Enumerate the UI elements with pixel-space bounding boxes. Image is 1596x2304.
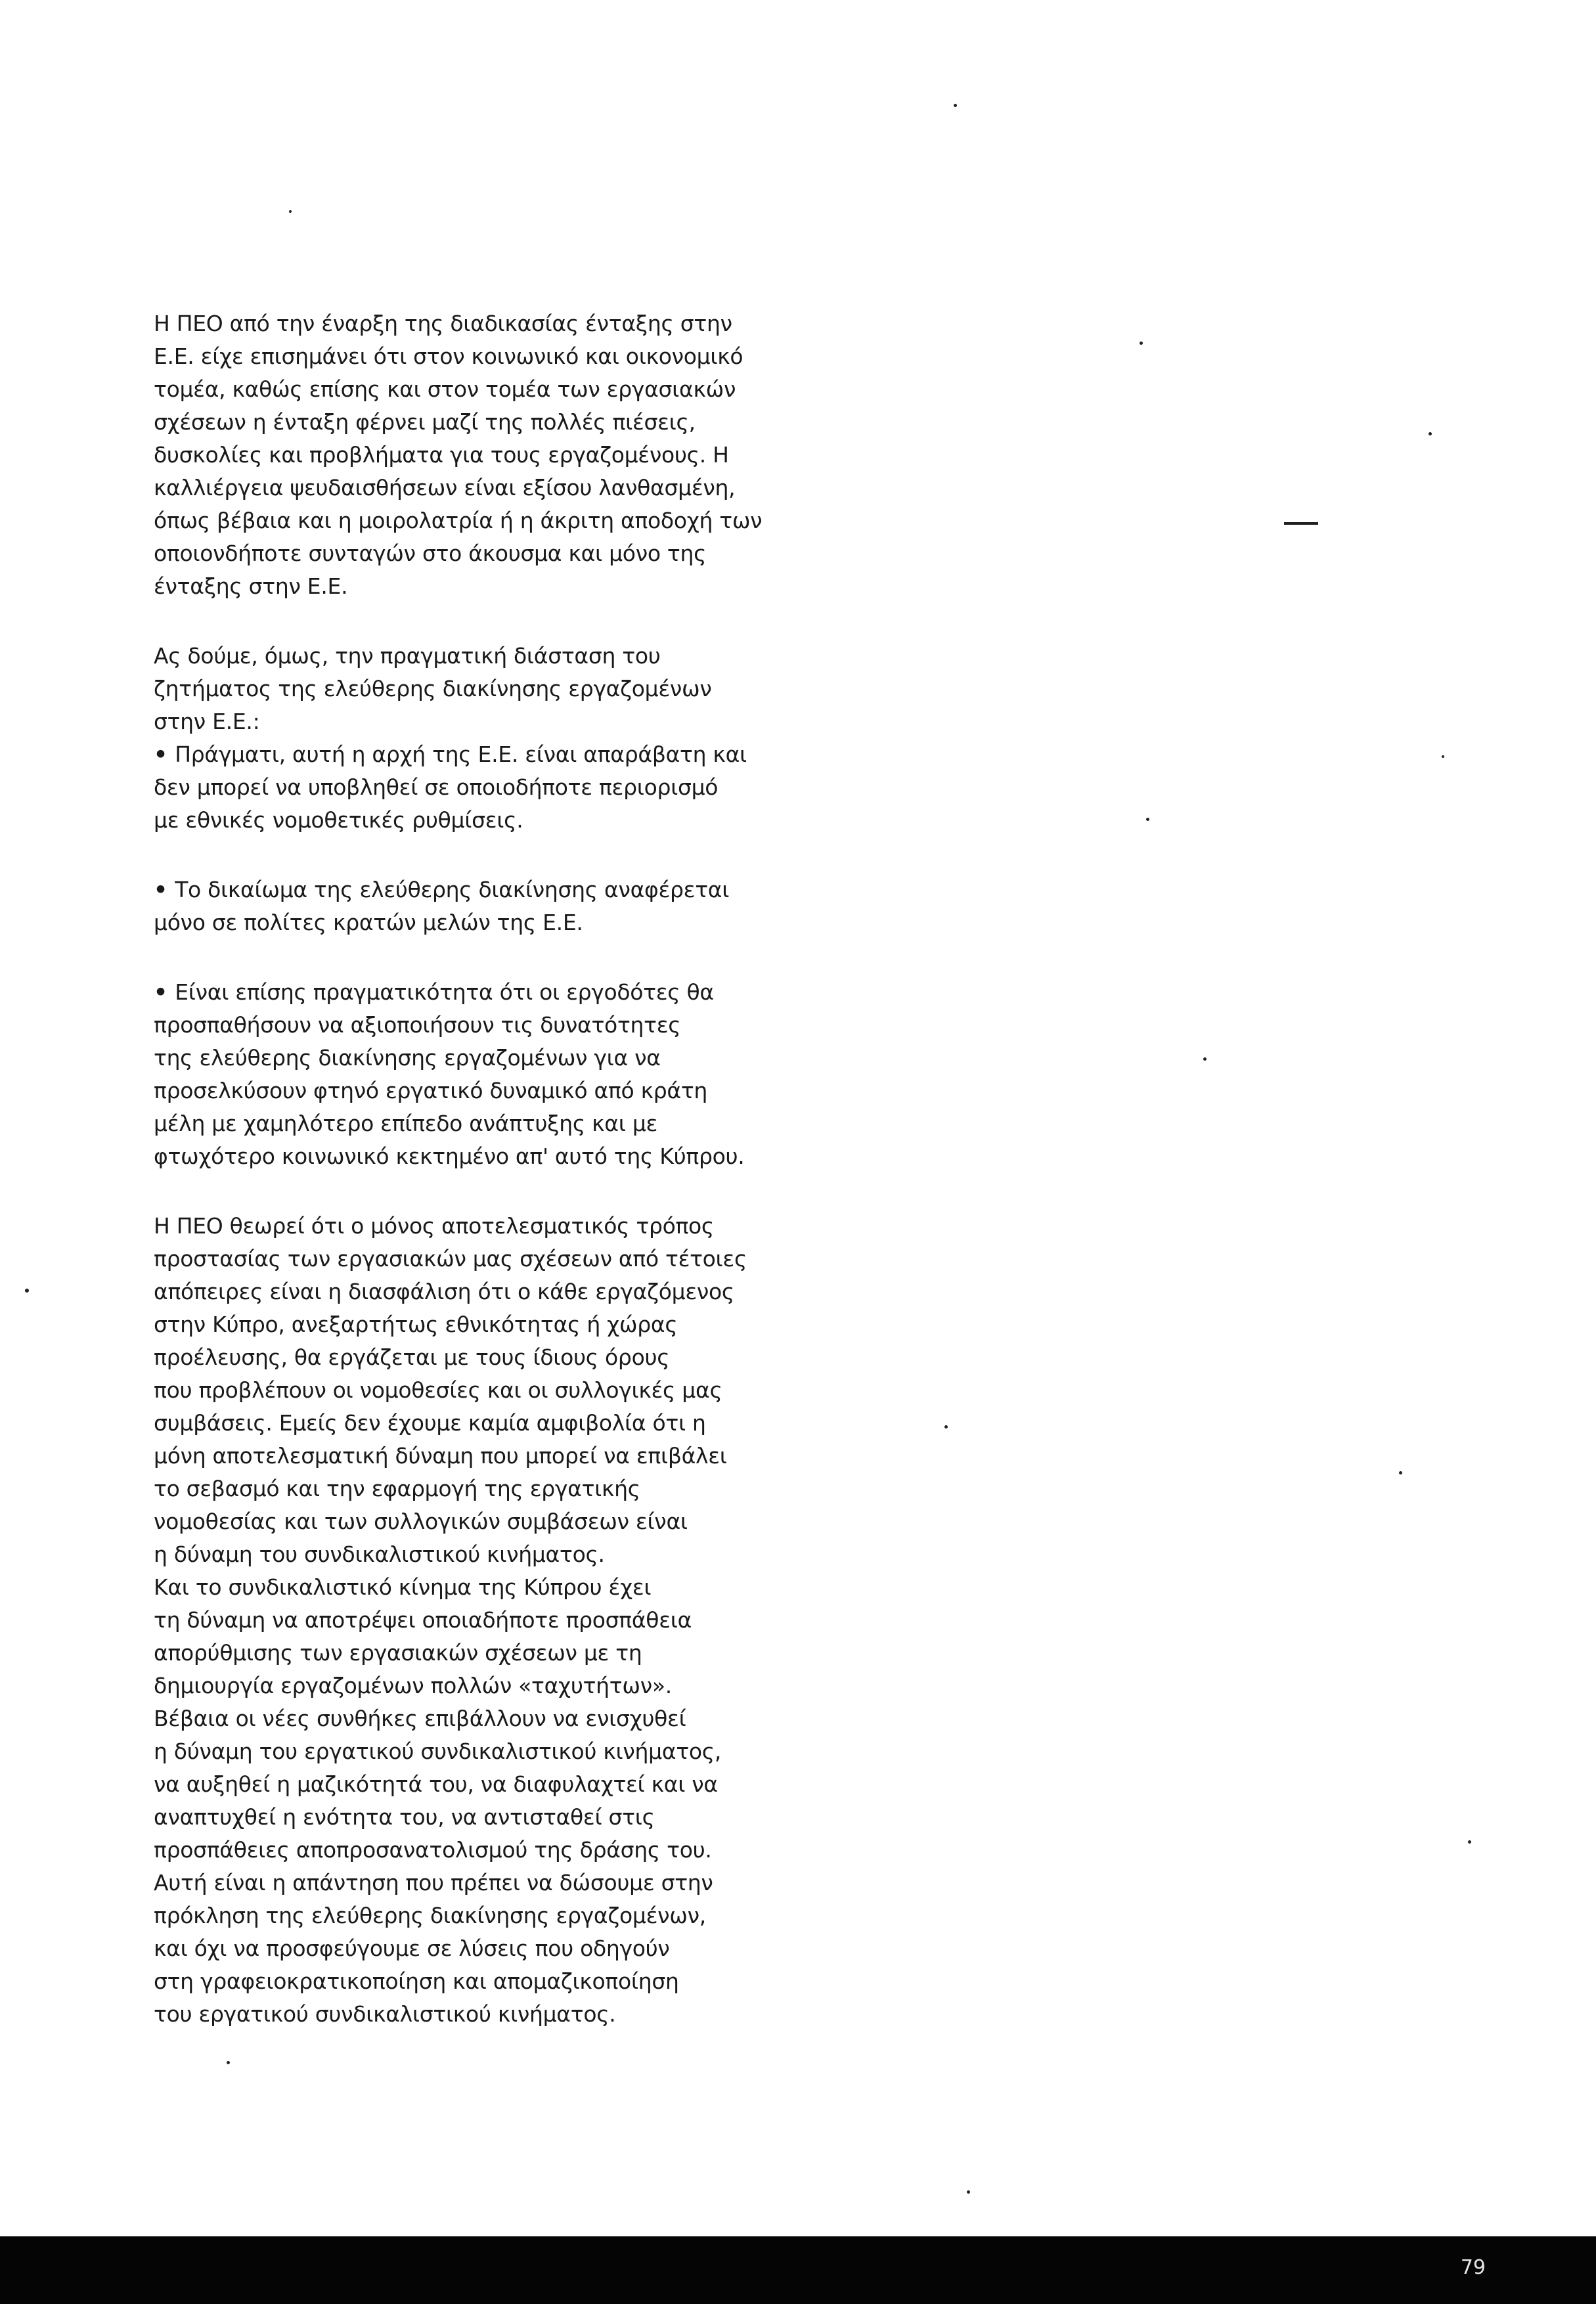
bullet-icon: • (154, 742, 167, 767)
text-line: η δύναμη του εργατικού συνδικαλιστικού κινήματος, (154, 1739, 722, 1764)
text-line: αναπτυχθεί η ενότητα του, να αντισταθεί στις (154, 1804, 655, 1830)
text-line: προστασίας των εργασιακών μας σχέσεων από τέτοιες (154, 1246, 747, 1272)
text-line: στην Κύπρο, ανεξαρτήτως εθνικότητας ή χώρας (154, 1312, 678, 1337)
scan-speck (227, 2061, 230, 2064)
text-line: ένταξης στην Ε.Ε. (154, 573, 348, 599)
text-line: της ελεύθερης διακίνησης εργαζομένων για να (154, 1045, 661, 1071)
text-line: τομέα, καθώς επίσης και στον τομέα των εργασιακών (154, 376, 736, 402)
scan-speck (1429, 432, 1432, 435)
text-line: προέλευσης, θα εργάζεται με τους ίδιους όρους (154, 1344, 670, 1370)
text-line: ζητήματος της ελεύθερης διακίνησης εργαζομένων (154, 676, 712, 701)
text-line: όπως βέβαια και η μοιρολατρία ή η άκριτη αποδοχή των (154, 508, 763, 533)
text-line: καλλιέργεια ψευδαισθήσεων είναι εξίσου λανθασμένη, (154, 475, 736, 500)
scan-speck (1146, 818, 1149, 821)
paragraph-spacer (154, 939, 810, 976)
scan-speck (1203, 1057, 1207, 1061)
scan-dash (1284, 522, 1318, 525)
text-line: απόπειρες είναι η διασφάλιση ότι ο κάθε εργαζόμενος (154, 1279, 734, 1304)
text-line: που προβλέπουν οι νομοθεσίες και οι συλλογικές μας (154, 1377, 722, 1403)
text-line: μόνη αποτελεσματική δύναμη που μπορεί να επιβάλει (154, 1443, 727, 1469)
text-line: φτωχότερο κοινωνικό κεκτημένο απ' αυτό της Κύπρου. (154, 1143, 745, 1169)
text-line: πρόκληση της ελεύθερης διακίνησης εργαζομένων, (154, 1903, 706, 1928)
text-line: με εθνικές νομοθετικές ρυθμίσεις. (154, 807, 523, 833)
text-line: μέλη με χαμηλότερο επίπεδο ανάπτυξης και με (154, 1111, 658, 1136)
text-line: δημιουργία εργαζομένων πολλών «ταχυτήτων». (154, 1673, 672, 1698)
bullet-text: Το δικαίωμα της ελεύθερης διακίνησης αναφέρεται (175, 877, 730, 902)
paragraph-spacer (154, 837, 810, 874)
text-line: Βέβαια οι νέες συνθήκες επιβάλλουν να ενισχυθεί (154, 1706, 686, 1731)
text-line: μόνο σε πολίτες κρατών μελών της Ε.Ε. (154, 910, 583, 935)
bullet-item-3 (154, 976, 810, 1173)
scan-speck (967, 2190, 970, 2194)
text-line: και όχι να προσφεύγουμε σε λύσεις που οδηγούν (154, 1936, 670, 1961)
bullet-item-2 (154, 874, 810, 939)
bullet-text: Πράγματι, αυτή η αρχή της Ε.Ε. είναι απαράβατη και (175, 742, 747, 767)
text-line: προσπάθειες αποπροσανατολισμού της δράσης του. (154, 1837, 712, 1863)
text-line: στη γραφειοκρατικοποίηση και απομαζικοποίηση (154, 1968, 679, 1994)
text-line: σχέσεων η ένταξη φέρνει μαζί της πολλές πιέσεις, (154, 409, 696, 435)
scan-speck (1442, 755, 1444, 758)
text-line: δυσκολίες και προβλήματα για τους εργαζομένους. Η (154, 442, 729, 468)
text-line: προσπαθήσουν να αξιοποιήσουν τις δυνατότητες (154, 1012, 681, 1038)
text-line: η δύναμη του συνδικαλιστικού κινήματος. (154, 1541, 605, 1567)
text-line: τη δύναμη να αποτρέψει οποιαδήποτε προσπάθεια (154, 1607, 692, 1633)
paragraph-intro (154, 307, 810, 603)
scan-speck (1399, 1471, 1402, 1474)
scan-speck (954, 104, 957, 107)
text-line: Η ΠΕΟ θεωρεί ότι ο μόνος αποτελεσματικός τρόπος (154, 1213, 715, 1239)
text-line: δεν μπορεί να υποβληθεί σε οποιοδήποτε περιορισμό (154, 774, 719, 800)
text-line: προσελκύσουν φτηνό εργατικό δυναμικό από κράτη (154, 1078, 708, 1103)
footer-bar (0, 2236, 1596, 2304)
text-line: του εργατικού συνδικαλιστικού κινήματος. (154, 2001, 616, 2027)
text-line: Και το συνδικαλιστικό κίνημα της Κύπρου έχει (154, 1574, 652, 1600)
bullet-icon: • (154, 979, 167, 1005)
text-line (154, 738, 810, 771)
text-line: το σεβασμό και την εφαρμογή της εργατικής (154, 1476, 640, 1501)
text-line: να αυξηθεί η μαζικότητά του, να διαφυλαχτεί και να (154, 1771, 718, 1797)
text-line: συμβάσεις. Εμείς δεν έχουμε καμία αμφιβολία ότι η (154, 1410, 706, 1436)
paragraph-spacer (154, 603, 810, 640)
scan-speck (944, 1425, 948, 1429)
bullet-text: Είναι επίσης πραγματικότητα ότι οι εργοδότες θα (175, 979, 714, 1005)
text-line: Ας δούμε, όμως, την πραγματική διάσταση του (154, 643, 661, 669)
text-column (154, 307, 810, 2031)
text-line: οποιονδήποτε συνταγών στο άκουσμα και μόνο της (154, 541, 707, 566)
paragraph-question (154, 640, 810, 738)
scan-speck (1140, 342, 1143, 345)
paragraph-conclusion (154, 1210, 810, 2031)
text-line: Η ΠΕΟ από την έναρξη της διαδικασίας ένταξης στην (154, 311, 732, 336)
page-number: 79 (1460, 2256, 1486, 2279)
text-line (154, 976, 810, 1009)
scan-speck (1468, 1840, 1471, 1844)
text-line: στην Ε.Ε.: (154, 709, 260, 734)
paragraph-spacer (154, 1173, 810, 1210)
text-line: Αυτή είναι η απάντηση που πρέπει να δώσουμε στην (154, 1870, 713, 1895)
text-line (154, 874, 810, 906)
bullet-item-1 (154, 738, 810, 837)
text-line: Ε.Ε. είχε επισημάνει ότι στον κοινωνικό και οικονομικό (154, 343, 743, 369)
bullet-icon: • (154, 877, 167, 902)
text-line: νομοθεσίας και των συλλογικών συμβάσεων είναι (154, 1509, 688, 1534)
text-line: απορύθμισης των εργασιακών σχέσεων με τη (154, 1640, 642, 1666)
scan-speck (25, 1289, 29, 1293)
scan-speck (289, 210, 292, 213)
